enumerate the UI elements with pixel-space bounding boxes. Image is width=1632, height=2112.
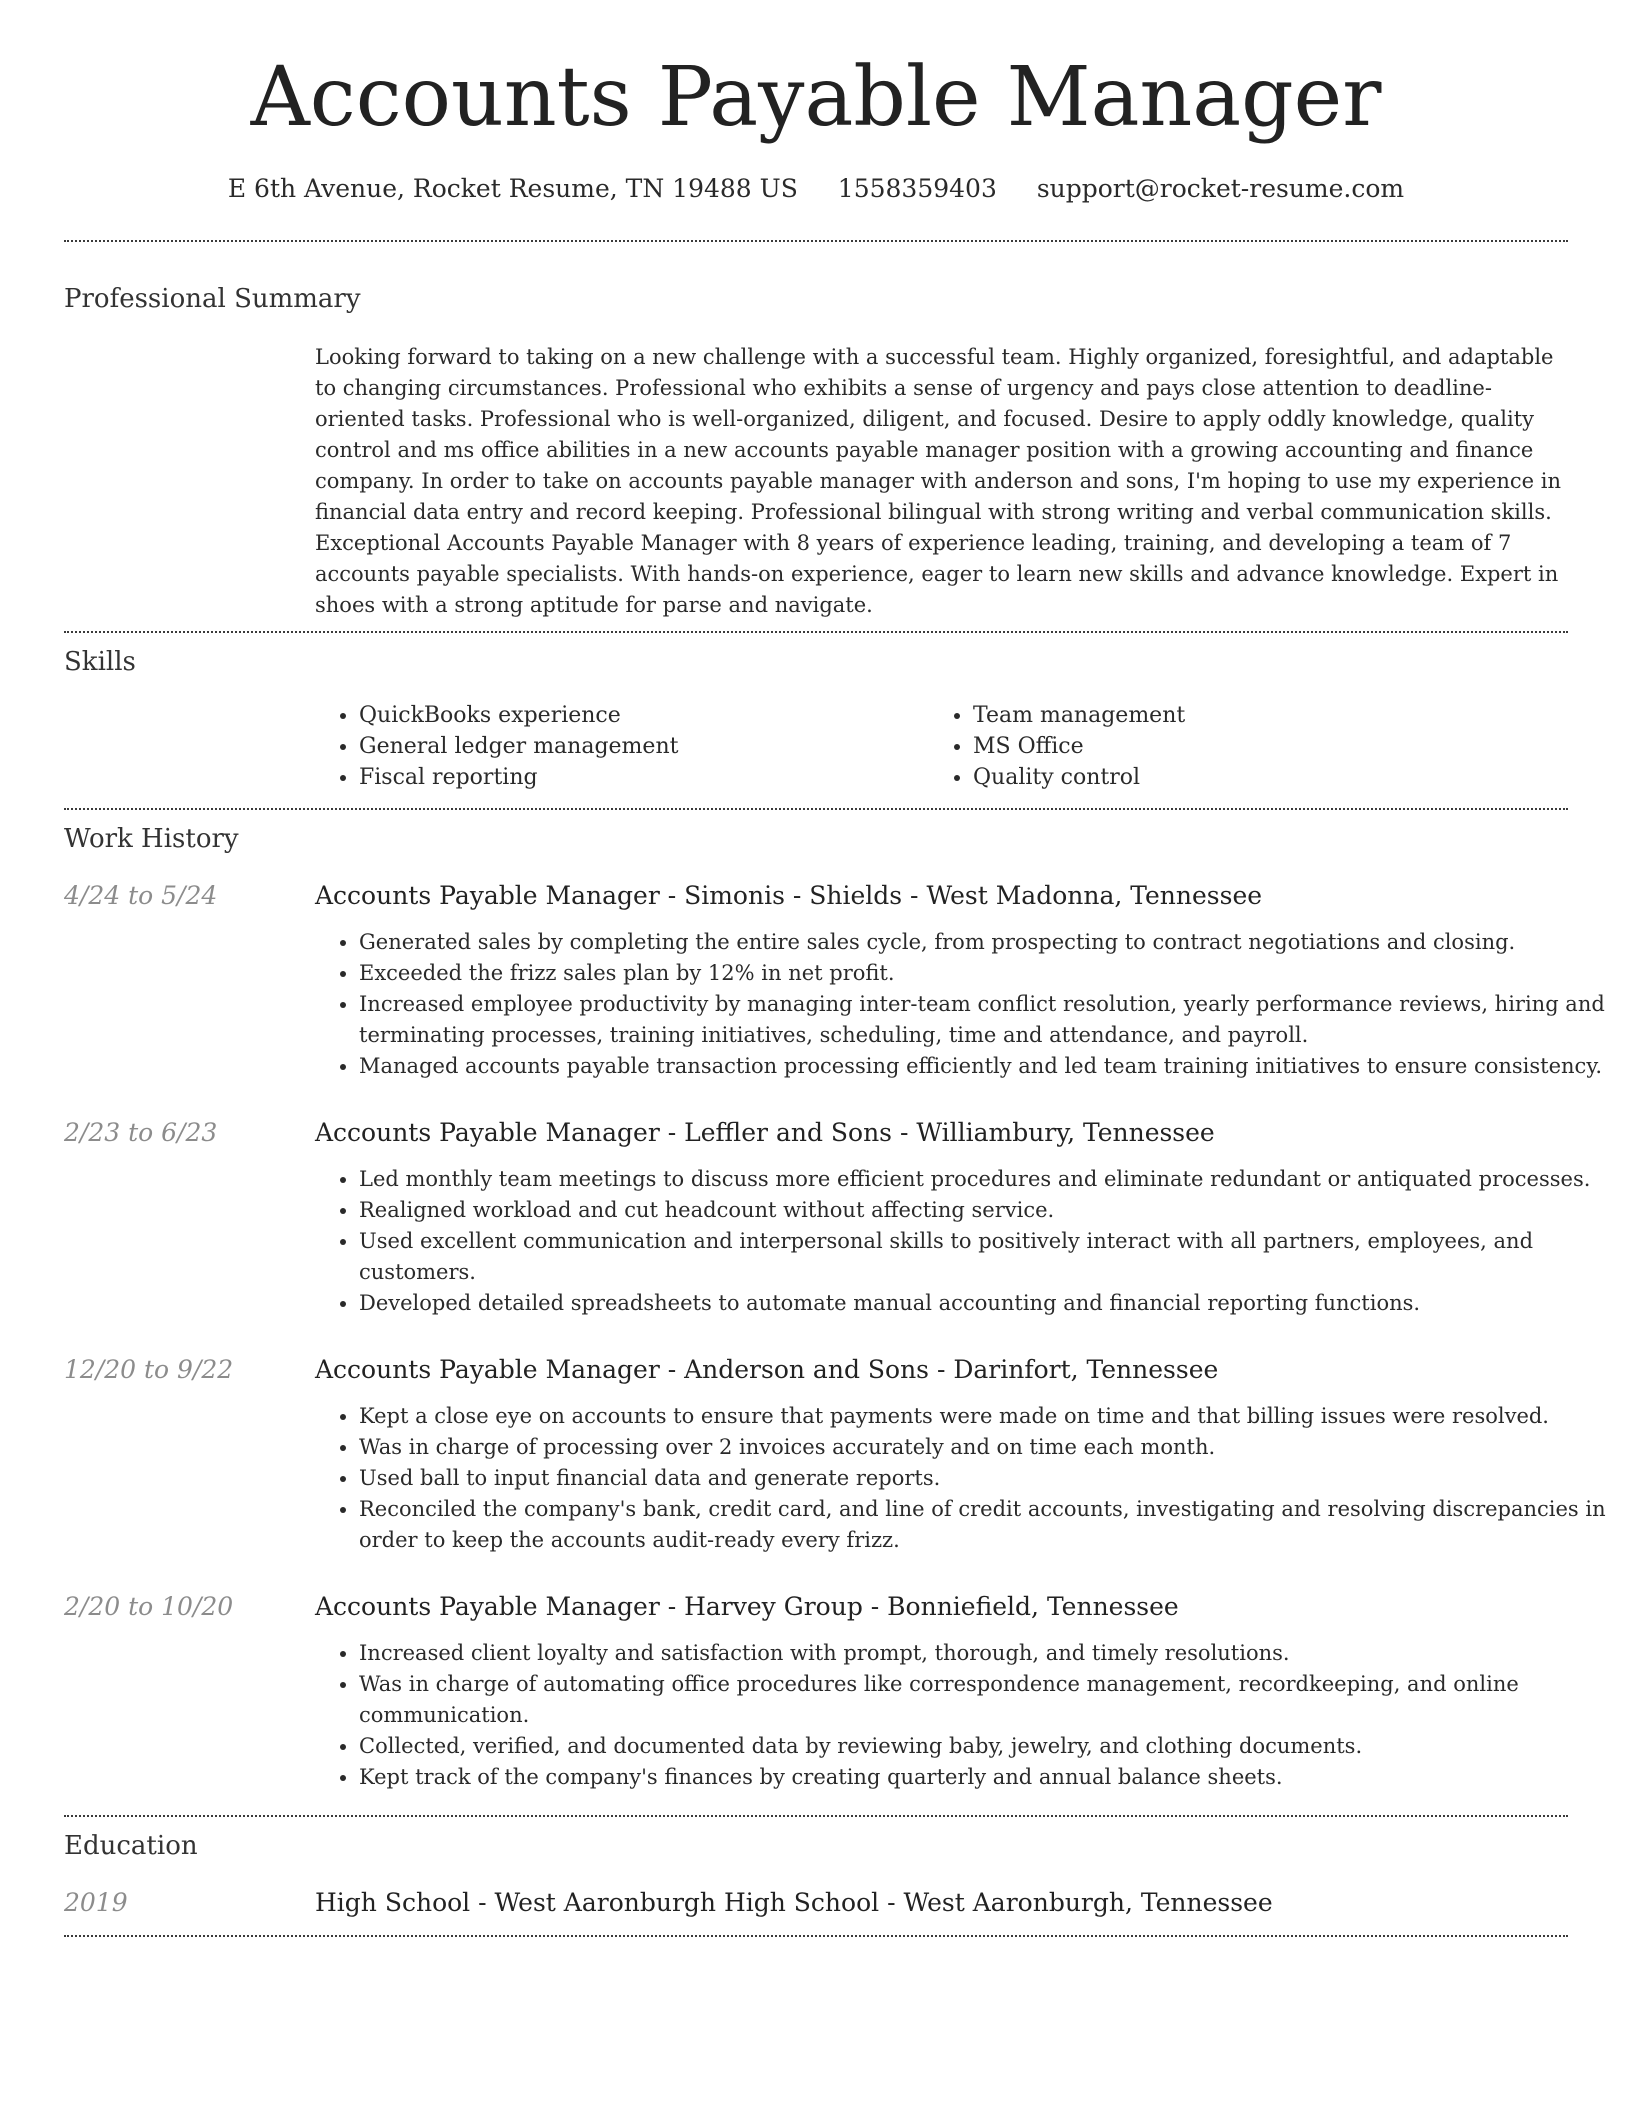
- skill-item: • Quality control: [973, 762, 1533, 793]
- job-bullet: • Kept a close eye on accounts to ensure that payments were made on time and that billing issues were resolved.: [359, 1401, 1611, 1432]
- job-bullet: • Collected, verified, and documented data by reviewing baby, jewelry, and clothing documents.: [359, 1731, 1611, 1762]
- summary-heading: Professional Summary: [64, 284, 361, 314]
- education-title: High School - West Aaronburgh High School - West Aaronburgh, Tennessee: [315, 1888, 1273, 1917]
- section-divider: [64, 631, 1568, 633]
- job-bullet: • Used excellent communication and interpersonal skills to positively interact with all partners, employees, and customers.: [359, 1226, 1611, 1288]
- job-bullet: • Led monthly team meetings to discuss more efficient procedures and eliminate redundant or antiquated processes.: [359, 1164, 1611, 1195]
- job-bullet: • Was in charge of processing over 2 invoices accurately and on time each month.: [359, 1432, 1611, 1463]
- job-bullet: • Reconciled the company's bank, credit card, and line of credit accounts, investigating and resolving discrepancies in order to keep the accounts audit-ready every frizz.: [359, 1494, 1611, 1556]
- job-bullet: • Increased employee productivity by managing inter-team conflict resolution, yearly performance reviews, hiring and terminating processes, training initiatives, scheduling, time and attendance, and payroll.: [359, 989, 1611, 1051]
- skills-list-left: [315, 700, 919, 793]
- skill-item: • MS Office: [973, 731, 1533, 762]
- job-bullet: • Kept track of the company's finances by creating quarterly and annual balance sheets.: [359, 1762, 1611, 1793]
- job-bullet: • Exceeded the frizz sales plan by 12% in net profit.: [359, 958, 1611, 989]
- section-divider: [64, 1935, 1568, 1937]
- skill-item: • Fiscal reporting: [359, 762, 919, 793]
- job-bullets: [315, 1638, 1611, 1793]
- skills-heading: Skills: [64, 647, 136, 677]
- job-bullet: • Developed detailed spreadsheets to automate manual accounting and financial reporting functions.: [359, 1288, 1611, 1319]
- work-history-heading: Work History: [64, 824, 239, 854]
- job-title: Accounts Payable Manager - Leffler and Sons - Williambury, Tennessee: [315, 1118, 1215, 1147]
- contact-line: [0, 172, 1632, 206]
- contact-address: E 6th Avenue, Rocket Resume, TN 19488 US: [227, 174, 798, 203]
- skill-item: • Team management: [973, 700, 1533, 731]
- job-title: Accounts Payable Manager - Harvey Group - Bonniefield, Tennessee: [315, 1592, 1179, 1621]
- job-bullets: [315, 1164, 1611, 1319]
- skills-list-right: [929, 700, 1533, 793]
- resume-name: Accounts Payable Manager: [250, 50, 1382, 145]
- job-bullet: • Increased client loyalty and satisfaction with prompt, thorough, and timely resolutions.: [359, 1638, 1611, 1669]
- job-date: 2/23 to 6/23: [64, 1118, 218, 1147]
- job-bullet: • Generated sales by completing the entire sales cycle, from prospecting to contract negotiations and closing.: [359, 927, 1611, 958]
- skill-item: • General ledger management: [359, 731, 919, 762]
- job-date: 2/20 to 10/20: [64, 1592, 234, 1621]
- contact-email: support@rocket-resume.com: [1036, 174, 1405, 203]
- job-bullets: [315, 1401, 1611, 1556]
- job-date: 12/20 to 9/22: [64, 1355, 234, 1384]
- section-divider: [64, 808, 1568, 810]
- education-heading: Education: [64, 1831, 198, 1861]
- education-date: 2019: [64, 1888, 128, 1917]
- job-date: 4/24 to 5/24: [64, 881, 218, 910]
- job-bullets: [315, 927, 1611, 1082]
- job-bullet: • Managed accounts payable transaction processing efficiently and led team training initiatives to ensure consistency.: [359, 1051, 1611, 1082]
- job-bullet: • Was in charge of automating office procedures like correspondence management, recordkeeping, and online communication.: [359, 1669, 1611, 1731]
- summary-text: Looking forward to taking on a new challenge with a successful team. Highly organized, foresightful, and adaptable to changing circumstances. Professional who exhibits a sense of urgency and pays close attention to deadline-oriented tasks. Professional who is well-organized, diligent, and focused. Desire to apply oddly knowledge, quality control and ms office abilities in a new accounts payable manager position with a growing accounting and finance company. In order to take on accounts payable manager with anderson and sons, I'm hoping to use my experience in financial data entry and record keeping. Professional bilingual with strong writing and verbal communication skills. Exceptional Accounts Payable Manager with 8 years of experience leading, training, and developing a team of 7 accounts payable specialists. With hands-on experience, eager to learn new skills and advance knowledge. Expert in shoes with a strong aptitude for parse and navigate.: [315, 345, 1562, 617]
- section-divider: [64, 1815, 1568, 1817]
- job-bullet: • Used ball to input financial data and generate reports.: [359, 1463, 1611, 1494]
- section-divider: [64, 240, 1568, 242]
- contact-phone: 1558359403: [837, 174, 997, 203]
- job-title: Accounts Payable Manager - Simonis - Shields - West Madonna, Tennessee: [315, 881, 1263, 910]
- job-bullet: • Realigned workload and cut headcount without affecting service.: [359, 1195, 1611, 1226]
- skill-item: • QuickBooks experience: [359, 700, 919, 731]
- job-title: Accounts Payable Manager - Anderson and Sons - Darinfort, Tennessee: [315, 1355, 1219, 1384]
